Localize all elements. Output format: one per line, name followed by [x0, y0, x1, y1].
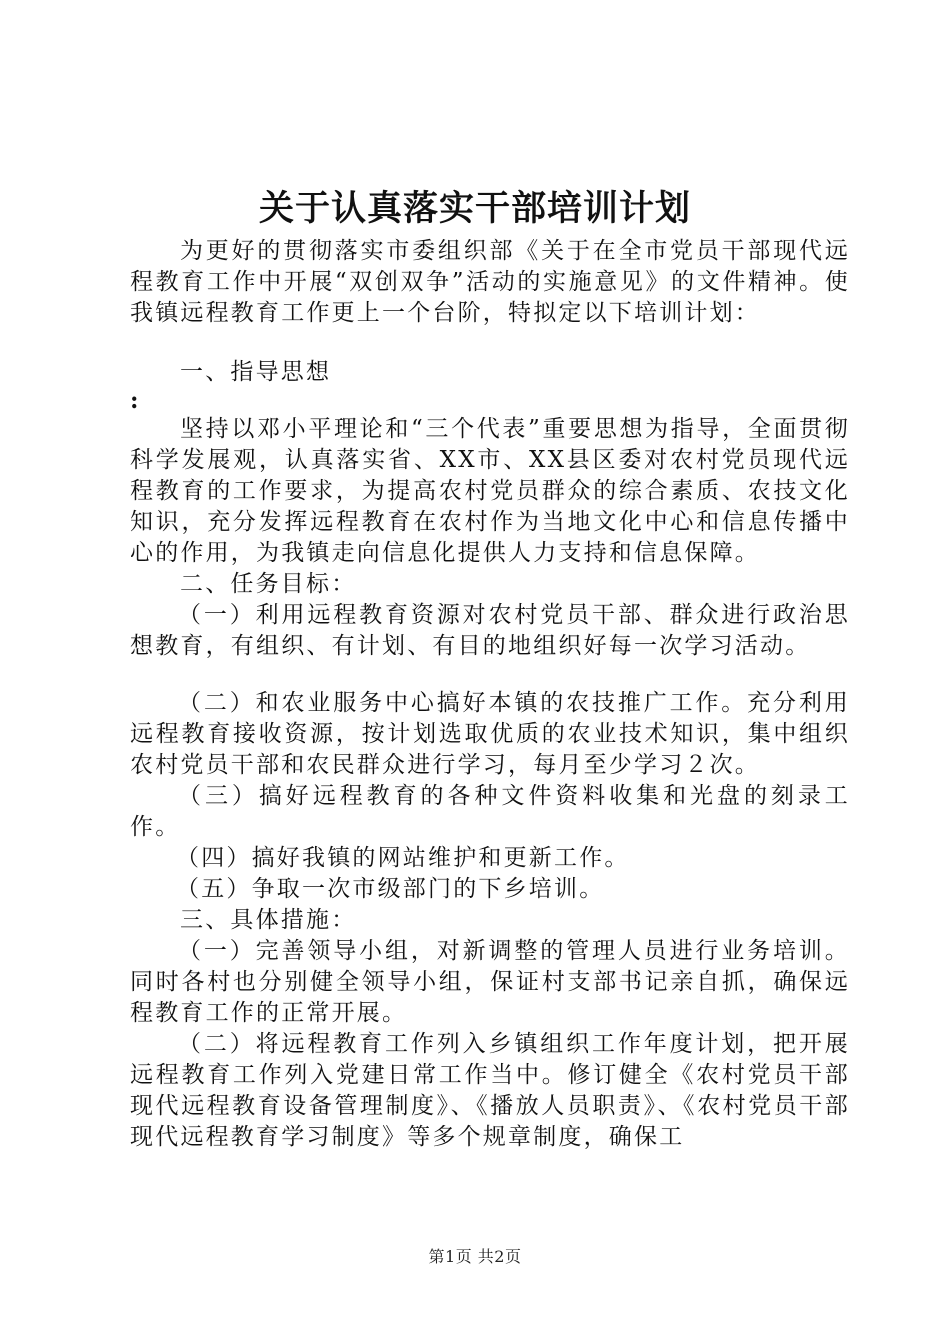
- intro-paragraph: 为更好的贯彻落实市委组织部《关于在全市党员干部现代远程教育工作中开展“双创双争”活动的实施意见》的文件精神。使我镇远程教育工作更上一个台阶，特拟定以下培训计划：: [130, 238, 850, 326]
- stray-colon: :: [130, 387, 141, 414]
- measure-2: （二）将远程教育工作列入乡镇组织工作年度计划，把开展远程教育工作列入党建日常工作当中。修订健全《农村党员干部现代远程教育设备管理制度》、《播放人员职责》、《农村党员干部现代远程教育学习制度》等多个规章制度，确保工: [130, 1031, 850, 1150]
- task-goal-3: （三）搞好远程教育的各种文件资料收集和光盘的刻录工作。: [130, 783, 850, 840]
- page-footer: 第1页 共2页: [428, 1247, 522, 1266]
- document-title: 关于认真落实干部培训计划: [258, 189, 691, 229]
- section-heading-guiding-ideology: 一、指导思想: [180, 359, 332, 385]
- task-goal-4: （四）搞好我镇的网站维护和更新工作。: [176, 845, 630, 871]
- task-goal-1: （一）利用远程教育资源对农村党员干部、群众进行政治思想教育，有组织、有计划、有目的地组织好每一次学习活动。: [130, 602, 850, 659]
- guiding-ideology-paragraph: 坚持以邓小平理论和“三个代表”重要思想为指导，全面贯彻科学发展观，认真落实省、XX市、XX县区委对农村党员现代远程教育的工作要求，为提高农村党员群众的综合素质、农技文化知识，充分发挥远程教育在农村作为当地文化中心和信息传播中心的作用，为我镇走向信息化提供人力支持和信息保障。: [130, 416, 850, 566]
- task-goal-2: （二）和农业服务中心搞好本镇的农技推广工作。充分利用远程教育接收资源，按计划选取优质的农业技术知识，集中组织农村党员干部和农民群众进行学习，每月至少学习２次。: [130, 690, 850, 778]
- paragraph-gap: [130, 662, 850, 688]
- task-goal-5: （五）争取一次市级部门的下乡培训。: [176, 876, 605, 902]
- section-heading-task-goals: 二、任务目标：: [180, 571, 357, 597]
- document-body: [130, 236, 850, 1153]
- section-heading-measures: 三、具体措施：: [180, 907, 357, 933]
- measure-1: （一）完善领导小组，对新调整的管理人员进行业务培训。同时各村也分别健全领导小组，保证村支部书记亲自抓，确保远程教育工作的正常开展。: [130, 938, 850, 1026]
